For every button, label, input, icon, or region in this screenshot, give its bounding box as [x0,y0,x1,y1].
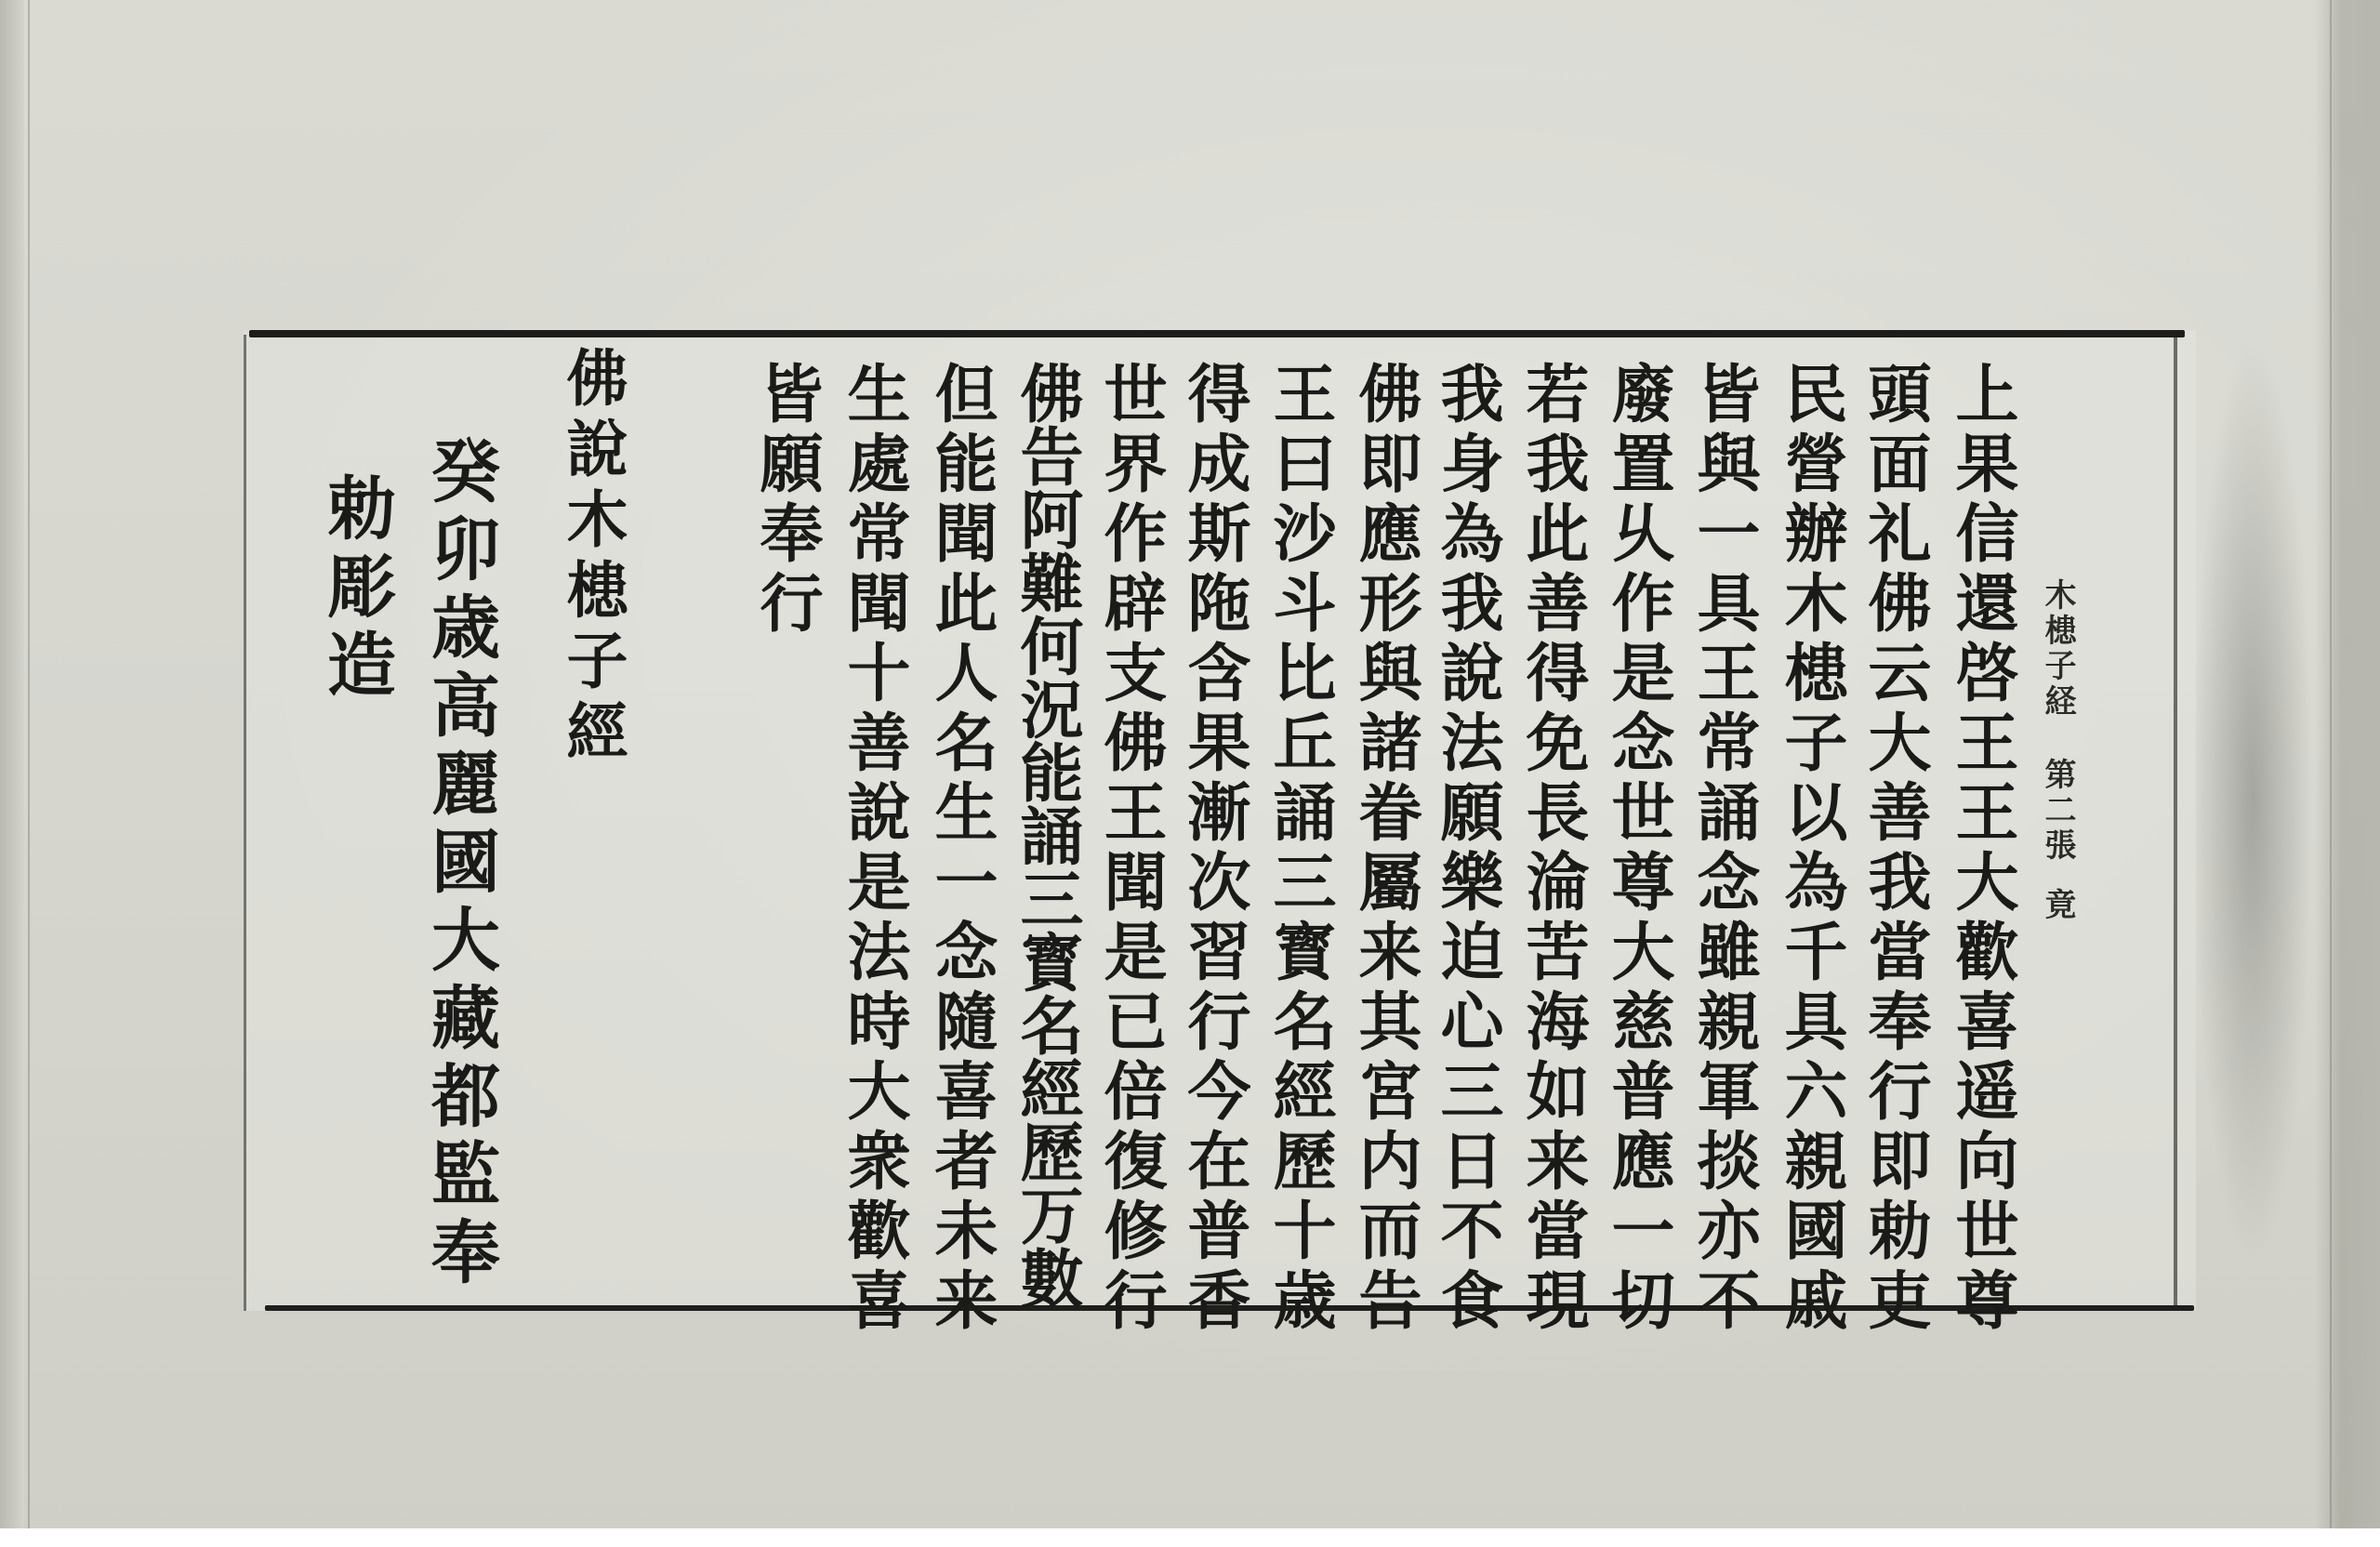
text-column-7: 我身為我說法願樂迫心三日不食 [1430,361,1504,1337]
text-column-1: 上果信還啓王王大歡喜遥向世尊 [1945,361,2019,1337]
scan-bottom-margin [0,1528,2380,1547]
page-right-edge [2315,0,2380,1547]
text-column-2: 頭面礼佛云大善我當奉行即勅吏 [1858,361,1932,1337]
header-end-mark: 竟 [2039,888,2076,923]
text-column-6: 若我此善得免長淪苦海如来當現 [1515,361,1590,1337]
header-short-title: 木槵子経 [2039,578,2076,720]
text-column-14: 生處常聞十善說是法時大衆歡喜 [837,361,911,1337]
ink-smudge [2192,335,2313,1264]
text-column-10: 得成斯陁含果漸次習行今在普香 [1177,361,1251,1337]
text-column-15: 皆願奉行 [749,361,824,640]
text-column-4: 皆與一具王常誦念雖親軍掞亦不 [1686,361,1761,1337]
text-column-5: 廢置乆作是念世尊大慈普應一切 [1601,361,1675,1337]
block-top-border [249,330,2185,337]
text-column-11: 世界作辟支佛王聞是已倍復修行 [1093,361,1168,1337]
colophon-line-2: 勅彫造 [316,472,396,707]
binding-fold-line [28,0,30,1547]
text-column-9: 王曰沙斗比丘誦三寳名經歷十歳 [1263,361,1337,1337]
text-column-13: 但能聞此人名生一念隨喜者未来 [924,361,998,1337]
header-sheet-number: 第二張 [2039,758,2076,864]
block-right-border [2174,335,2177,1311]
text-column-8: 佛即應形與諸眷屬来其宮内而告 [1348,361,1422,1337]
page-left-edge [0,0,24,1547]
closing-sutra-title: 佛說木槵子經 [556,346,628,770]
colophon-line-1: 癸卯歳高麗國大藏都監奉 [420,435,500,1294]
block-left-border [244,335,246,1311]
text-column-12: 佛告阿難何況能誦三寳名經歷万數 [1010,361,1084,1309]
text-column-3: 民營辦木槵子以為千具六親國戚 [1774,361,1848,1337]
